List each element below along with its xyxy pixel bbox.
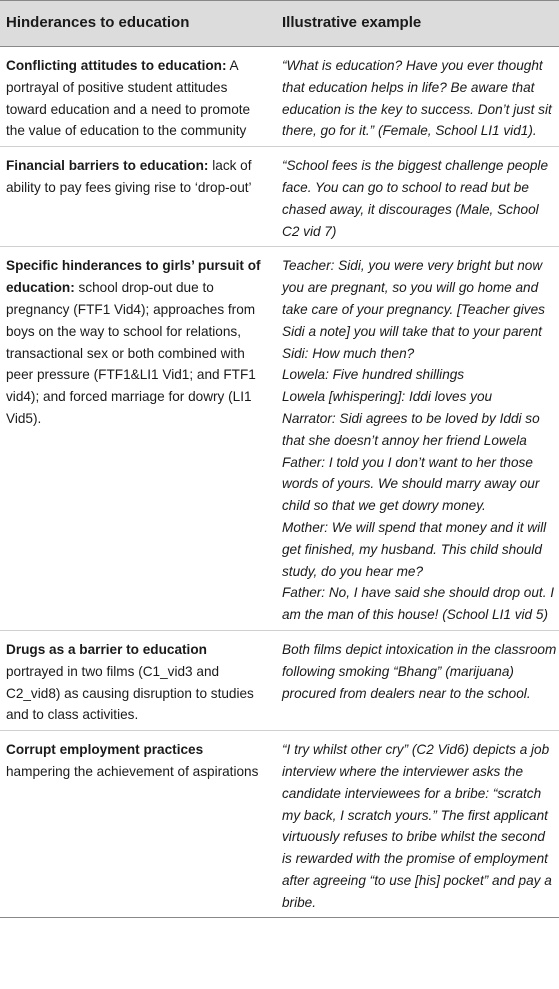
hinderance-cell — [0, 731, 273, 918]
hinderance-cell — [0, 47, 273, 147]
table-row — [0, 731, 559, 918]
hinderance-heading: Specific hinderances to girls’ pursuit of education: — [6, 258, 261, 296]
hinderance-cell — [0, 247, 273, 631]
dialogue-line: Father: No, I have said she should drop out. I am the man of this house! (School LI1 vid 5) — [282, 585, 555, 623]
dialogue-line: Mother: We will spend that money and it will get finished, my husband. This child should study, do you hear me? — [282, 519, 547, 579]
hinderance-description: A portrayal of positive student attitudes toward education and a need to promote the value of education to the community — [6, 58, 251, 139]
example-text: “I try whilst other cry” (C2 Vid6) depicts a job interview where the interviewer asks the candidate interviewees for a bribe: “scratch my back, I scratch yours.” The first applicant virtuously refuses to bribe whilst the second is rewarded with the promise of employment after agreeing “to use [his] pocket” and pay a bribe. — [282, 742, 552, 910]
dialogue-line: Narrator: Sidi agrees to be loved by Iddi so that she doesn’t annoy her friend Lowela — [282, 410, 540, 448]
dialogue-line: Lowela: Five hundred shillings — [282, 367, 465, 383]
hinderance-cell — [0, 630, 273, 730]
hinderance-heading: Corrupt employment practices — [6, 742, 204, 758]
example-cell — [273, 731, 559, 918]
table-row — [0, 147, 559, 247]
table-row — [0, 47, 559, 147]
example-text: “What is education? Have you ever thought that education helps in life? Be aware that education is the key to success. Don’t just sit there, go for it.” (Female, School LI1 vid1). — [282, 58, 552, 139]
hinderance-heading: Conflicting attitudes to education: — [6, 58, 227, 73]
hinderance-description: lack of ability to pay fees giving rise to ‘drop-out’ — [6, 158, 252, 195]
hinderance-cell — [0, 147, 273, 247]
example-cell — [273, 47, 559, 147]
example-text: “School fees is the biggest challenge people face. You can go to school to read but be chased away, it discourages (Male, School C2 vid 7) — [282, 158, 549, 239]
example-cell — [273, 147, 559, 247]
table-row — [0, 630, 559, 730]
column-header-hinderances: Hinderances to education — [0, 1, 273, 47]
table-row — [0, 247, 559, 631]
header-row — [0, 1, 559, 47]
dialogue-line: Teacher: Sidi, you were very bright but now you are pregnant, so you will go home and take care of your pregnancy. [Teacher gives Sidi a note] you will take that to your parent — [282, 258, 545, 339]
column-header-example: Illustrative example — [273, 1, 559, 47]
hinderance-description: portrayed in two films (C1_vid3 and C2_vid8) as causing disruption to studies and to class activities. — [6, 663, 254, 723]
example-cell — [273, 247, 559, 631]
hinderance-heading: Drugs as a barrier to education — [6, 641, 207, 657]
hinderance-heading: Financial barriers to education: — [6, 158, 209, 174]
example-cell — [273, 630, 559, 730]
example-text: Both films depict intoxication in the classroom following smoking “Bhang” (marijuana) procured from dealers near to the school. — [282, 641, 557, 701]
dialogue-line: Lowela [whispering]: Iddi loves you — [282, 389, 493, 405]
dialogue-line: Father: I told you I don’t want to her those words of yours. We should marry away our child so that we get dowry money. — [282, 454, 540, 514]
hinderance-description: school drop-out due to pregnancy (FTF1 Vid4); approaches from boys on the way to school for relations, transactional sex or both combined with peer pressure (FTF1&LI1 Vid1; and FTF1 vid4); and forced marriage for dowry (LI1 Vid5). — [6, 280, 256, 426]
hinderance-description: hampering the achievement of aspirations — [6, 763, 259, 779]
dialogue-line: Sidi: How much then? — [282, 345, 415, 361]
